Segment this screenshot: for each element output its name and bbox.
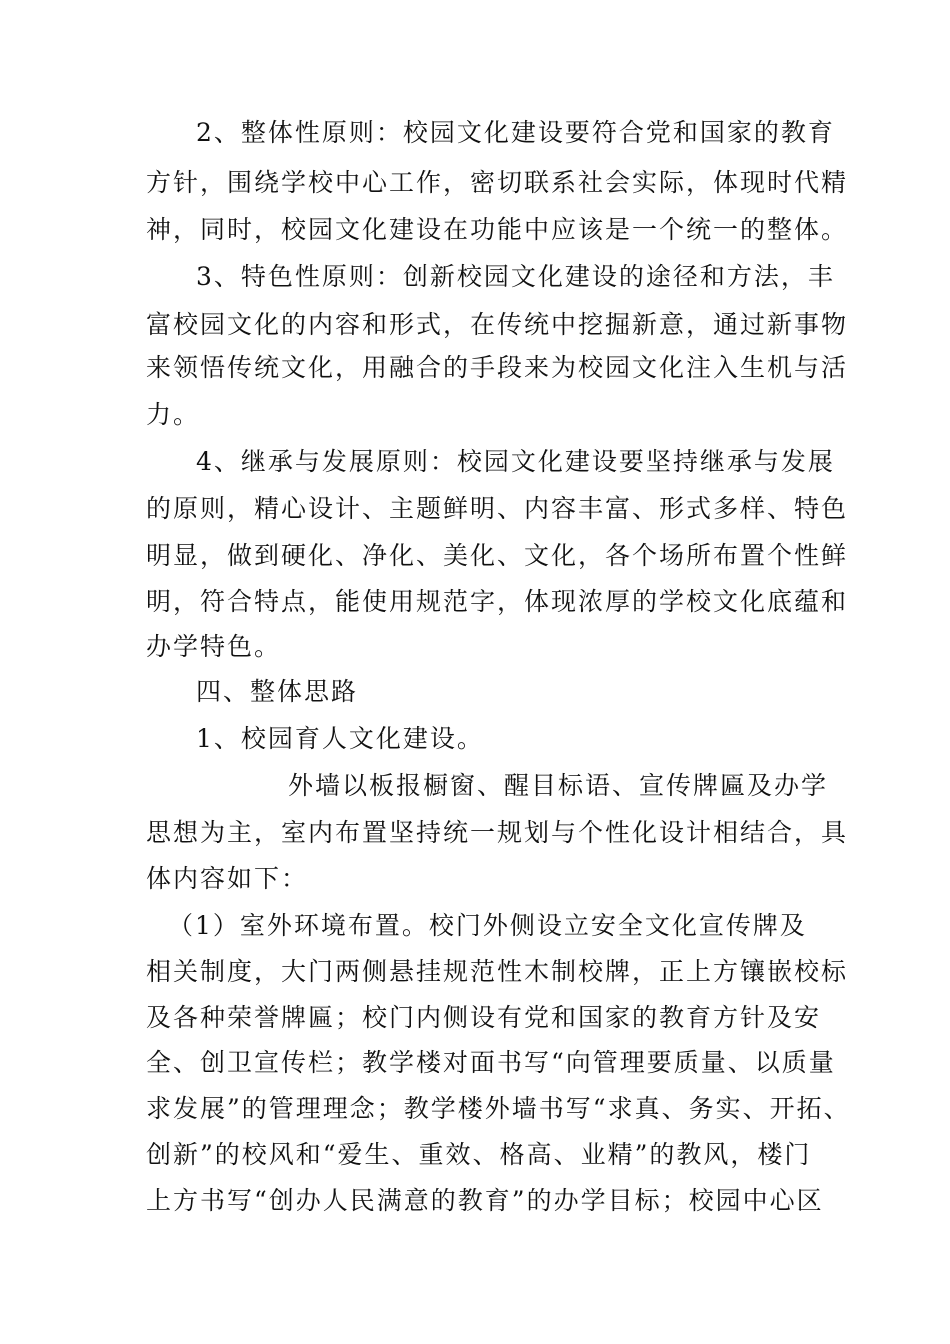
paragraph-line: 上方书写“创办人民满意的教育”的办学目标；校园中心区 (146, 1186, 824, 1215)
paragraph-line: 外墙以板报橱窗、醒目标语、宣传牌匾及办学 (288, 771, 829, 800)
paragraph-line: 2、整体性原则：校园文化建设要符合党和国家的教育 (196, 118, 835, 147)
paragraph-line: 明显，做到硬化、净化、美化、文化，各个场所布置个性鲜 (146, 541, 849, 570)
paragraph-line: 全、创卫宣传栏；教学楼对面书写“向管理要质量、以质量 (146, 1048, 836, 1077)
paragraph-line: 办学特色。 (146, 632, 282, 661)
paragraph-line: 体内容如下： (146, 864, 309, 893)
paragraph-line: 思想为主，室内布置坚持统一规划与个性化设计相结合，具 (146, 818, 849, 847)
paragraph-line: 4、继承与发展原则：校园文化建设要坚持继承与发展 (196, 447, 835, 476)
paragraph-line: 3、特色性原则：创新校园文化建设的途径和方法，丰 (196, 262, 835, 291)
paragraph-line: 方针，围绕学校中心工作，密切联系社会实际，体现时代精 (146, 168, 849, 197)
paragraph-line: 的原则，精心设计、主题鲜明、内容丰富、形式多样、特色 (146, 494, 849, 523)
paragraph-line: 明，符合特点，能使用规范字，体现浓厚的学校文化底蕴和 (146, 587, 849, 616)
paragraph-line: （1）室外环境布置。校门外侧设立安全文化宣传牌及 (168, 911, 807, 940)
paragraph-line: 力。 (146, 400, 201, 429)
paragraph-line: 神，同时，校园文化建设在功能中应该是一个统一的整体。 (146, 215, 849, 244)
paragraph-line: 来领悟传统文化，用融合的手段来为校园文化注入生机与活 (146, 353, 849, 382)
paragraph-line: 求发展”的管理理念；教学楼外墙书写“求真、务实、开拓、 (146, 1094, 851, 1123)
paragraph-line: 富校园文化的内容和形式，在传统中挖掘新意，通过新事物 (146, 310, 849, 339)
subsection-heading: 1、校园育人文化建设。 (196, 724, 484, 753)
paragraph-line: 及各种荣誉牌匾；校门内侧设有党和国家的教育方针及安 (146, 1003, 822, 1032)
paragraph-line: 相关制度，大门两侧悬挂规范性木制校牌，正上方镶嵌校标 (146, 957, 849, 986)
paragraph-line: 创新”的校风和“爱生、重效、格高、业精”的教风，楼门 (146, 1140, 812, 1169)
section-heading: 四、整体思路 (196, 677, 359, 706)
